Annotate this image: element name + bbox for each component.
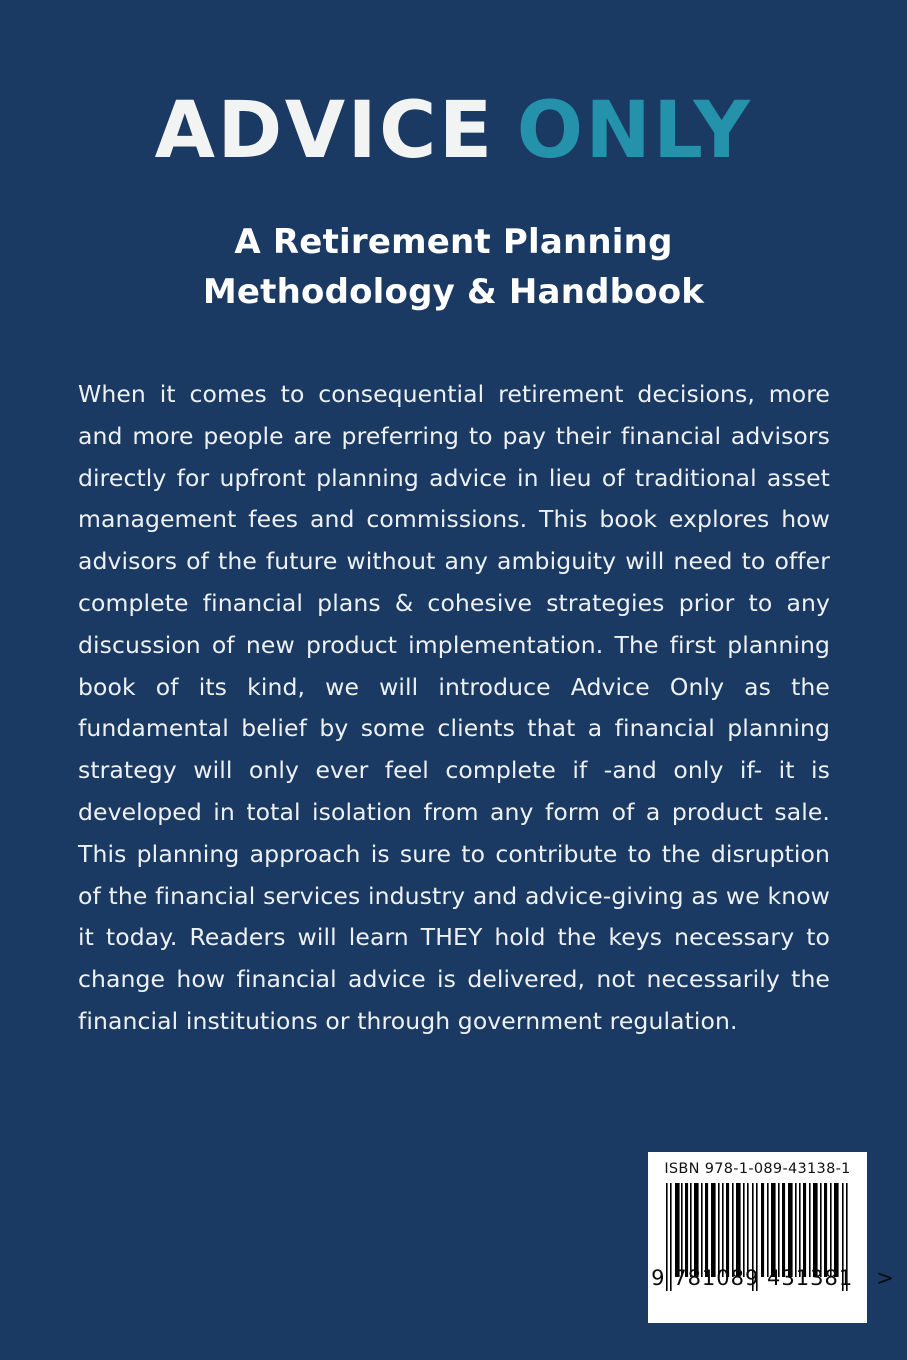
cover-title: [0, 86, 907, 176]
back-cover-blurb: When it comes to consequential retirement decisions, more and more people are preferring to pay their financial advisors directly for upfront planning advice in lieu of traditional asset management fees and commissions. This book explores how advisors of the future without any ambiguity will need to offer complete financial plans & cohesive strategies prior to any discussion of new product implementation. The first planning book of its kind, we will introduce Advice Only as the fundamental belief by some clients that a financial planning strategy will only ever feel complete if -and only if- it is developed in total isolation from any form of a product sale. This planning approach is sure to contribute to the disruption of the financial services industry and advice-giving as we know it today. Readers will learn THEY hold the keys necessary to change how financial advice is delivered, not necessarily the financial institutions or through government regulation.: [78, 380, 830, 1035]
barcode-digits: 9 781089 431381 >: [651, 1266, 895, 1290]
subtitle-line-2: Methodology & Handbook: [202, 272, 705, 312]
title-line: [0, 86, 907, 176]
title-word-only: ONLY: [516, 86, 753, 176]
barcode-bars: [651, 1183, 895, 1291]
isbn-label: ISBN 978-1-089-43138-1: [664, 1161, 851, 1177]
subtitle-line-1: A Retirement Planning: [234, 222, 673, 262]
cover-subtitle: [0, 217, 907, 317]
isbn-barcode-block: [648, 1152, 895, 1323]
title-word-advice: ADVICE: [154, 86, 495, 176]
